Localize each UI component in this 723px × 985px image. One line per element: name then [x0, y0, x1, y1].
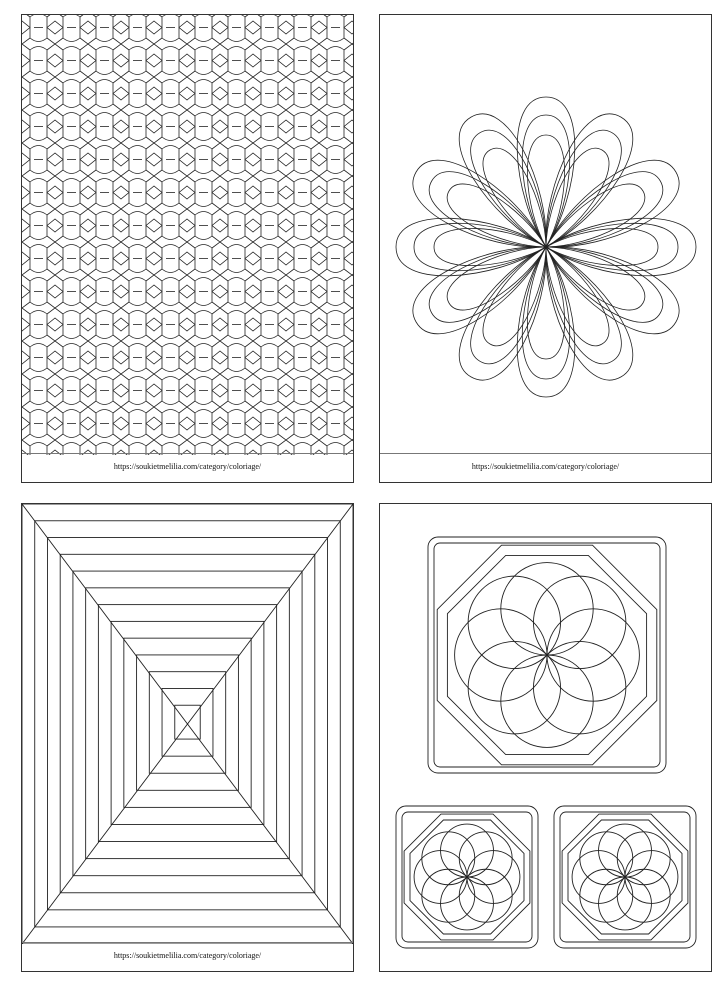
- perspective-frame: [111, 621, 264, 824]
- perspective-frame: [137, 655, 239, 790]
- page-footer-url: https://soukietmelilia.com/category/coloriage/: [22, 453, 353, 482]
- perspective-frame: [162, 688, 213, 756]
- rosette-tiles: [380, 504, 712, 972]
- perspective-frame: [175, 705, 200, 739]
- page-footer-url: https://soukietmelilia.com/category/coloriage/: [22, 942, 353, 971]
- mandala-petal: [546, 218, 696, 276]
- perspective-frame: [149, 672, 225, 774]
- perspective-frame: [86, 588, 290, 859]
- coloring-page-rosette-tiles: [379, 503, 712, 972]
- tessellation-fill: [22, 15, 354, 455]
- rosette-tile-small-left: [396, 806, 538, 948]
- coloring-page-tessellation: [21, 14, 354, 483]
- perspective-frame: [98, 605, 276, 842]
- mandala-petal: [396, 218, 546, 276]
- mandala-petal: [517, 97, 575, 247]
- rosette-circle: [459, 832, 512, 885]
- rosette-tile-large: [428, 537, 666, 773]
- page-footer-url: https://soukietmelilia.com/category/coloriage/: [380, 453, 711, 482]
- coloring-page-perspective-frames: [21, 503, 354, 972]
- perspective-frame: [124, 638, 251, 807]
- coloring-page-flower-mandala: [379, 14, 712, 483]
- perspective-lines: [22, 504, 353, 944]
- flower-mandala: [380, 15, 712, 455]
- tessellation-pattern: [22, 15, 354, 455]
- mandala-petal: [517, 247, 575, 397]
- rosette-tile-small-right: [554, 806, 696, 948]
- rosette-circle: [617, 832, 670, 885]
- perspective-frames: [22, 504, 354, 944]
- mandala-petals: [396, 97, 696, 397]
